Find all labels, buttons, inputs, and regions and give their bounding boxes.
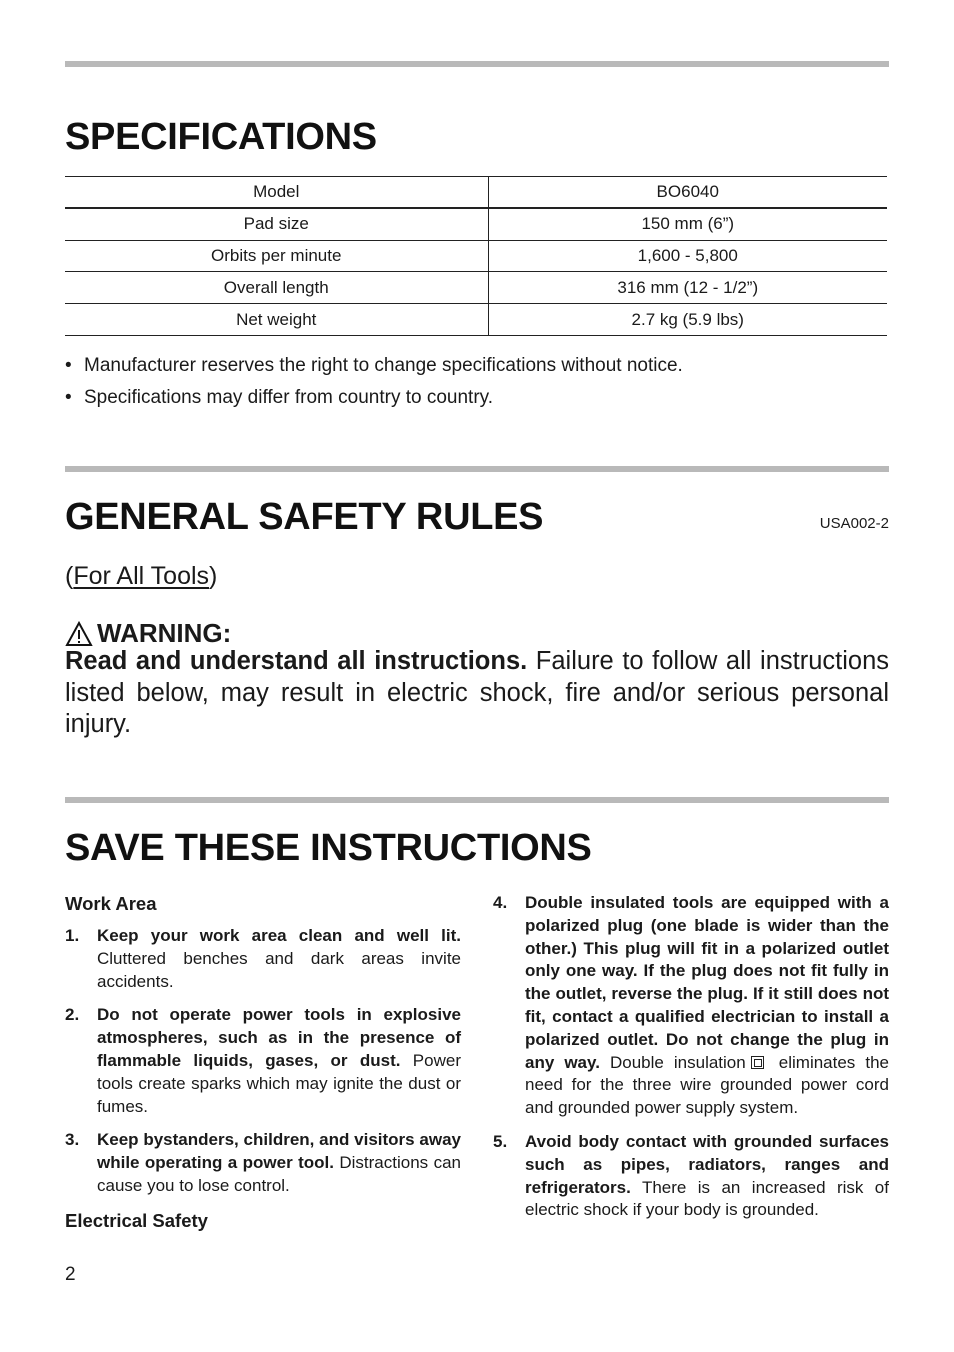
double-insulation-icon: [751, 1056, 764, 1069]
subtitle: [65, 562, 217, 591]
paren-close: ): [209, 562, 218, 590]
specifications-heading: SPECIFICATIONS: [65, 116, 377, 158]
section-divider: [65, 61, 889, 67]
table-cell: BO6040: [488, 177, 887, 209]
page-number: 2: [65, 1264, 76, 1285]
table-row: [65, 208, 887, 240]
work-area-heading: Work Area: [65, 893, 157, 914]
table-row: [65, 304, 887, 336]
item-text: Cluttered benches and dark areas invite accidents.: [97, 948, 461, 991]
item-body: [97, 925, 461, 993]
section-divider: [65, 466, 889, 472]
item-bold: Keep bystanders, children, and visitors away while operating a power tool.: [97, 1130, 461, 1173]
warning-body: Failure to follow all instructions listed below, may result in electric shock, fire and/or serious personal injury.: [65, 647, 889, 738]
left-column: [65, 892, 461, 1242]
list-item: [65, 1129, 461, 1197]
item-text: Distractions can cause you to lose control.: [97, 1153, 461, 1195]
table-cell: 2.7 kg (5.9 lbs): [488, 304, 887, 336]
general-safety-heading: GENERAL SAFETY RULES: [65, 496, 544, 538]
document-code: USA002-2: [819, 515, 889, 532]
section-divider: [65, 797, 889, 803]
right-column: [493, 892, 889, 1233]
save-instructions-heading: SAVE THESE INSTRUCTIONS: [65, 827, 592, 869]
item-number: 4.: [493, 893, 508, 912]
subtitle-text: For All Tools: [73, 562, 210, 590]
table-row: [65, 177, 887, 209]
item-bold: Keep your work area clean and well lit.: [97, 926, 461, 945]
warning-triangle-icon: [65, 621, 93, 647]
item-body: [97, 1004, 461, 1118]
item-number: 1.: [65, 926, 80, 945]
table-cell: Model: [65, 177, 488, 209]
table-cell: Orbits per minute: [65, 240, 488, 272]
item-text: Double insulation: [599, 1052, 746, 1072]
list-item: • Specifications may differ from country to country.: [65, 386, 889, 418]
spec-notes: [65, 354, 889, 418]
table-cell: 1,600 - 5,800: [488, 240, 887, 272]
table-cell: Pad size: [65, 208, 488, 240]
paren-open: (: [65, 562, 74, 590]
item-text-cont: eliminates the need for the three wire grounded power cord and grounded power supply system.: [525, 1052, 889, 1118]
list-item: [65, 1004, 461, 1118]
specifications-table: [65, 176, 887, 336]
table-cell: 150 mm (6”): [488, 208, 887, 240]
table-cell: Net weight: [65, 304, 488, 336]
item-text: Power tools create sparks which may ignite the dust or fumes.: [97, 1050, 461, 1116]
list-item: [493, 1131, 889, 1222]
item-body: [97, 1129, 461, 1197]
warning-label-text: WARNING:: [97, 618, 232, 648]
warning-text: [65, 646, 889, 741]
table-row: [65, 240, 887, 272]
list-item: [65, 925, 461, 993]
warning-bold: Read and understand all instructions.: [65, 647, 528, 675]
electrical-safety-heading: Electrical Safety: [65, 1209, 208, 1231]
item-bold: Double insulated tools are equipped with a polarized plug (one blade is wider than the other.) This plug will fit in a polarized outlet only one way. If the plug does not fit fully in the outlet, reverse the plug. If it still does not fit, contact a qualified electrician to install a polarized outlet. Do not change the plug in any way.: [525, 893, 889, 1072]
warning-label: [65, 618, 231, 649]
item-text: There is an increased risk of electric shock if your body is grounded.: [525, 1177, 889, 1220]
item-bold: Do not operate power tools in explosive atmospheres, such as in the presence of flammable liquids, gases, or dust.: [97, 1005, 461, 1070]
item-number: 3.: [65, 1130, 80, 1150]
item-body: [525, 1131, 889, 1222]
item-bold: Avoid body contact with grounded surfaces such as pipes, radiators, ranges and refrigerators.: [525, 1131, 889, 1197]
item-number: 5.: [493, 1131, 508, 1151]
item-body: [525, 892, 889, 1120]
table-cell: 316 mm (12 - 1/2”): [488, 272, 887, 304]
list-item: • Manufacturer reserves the right to change specifications without notice.: [65, 354, 889, 386]
list-item: [493, 892, 889, 1120]
item-number: 2.: [65, 1005, 80, 1025]
table-row: [65, 272, 887, 304]
table-cell: Overall length: [65, 272, 488, 304]
